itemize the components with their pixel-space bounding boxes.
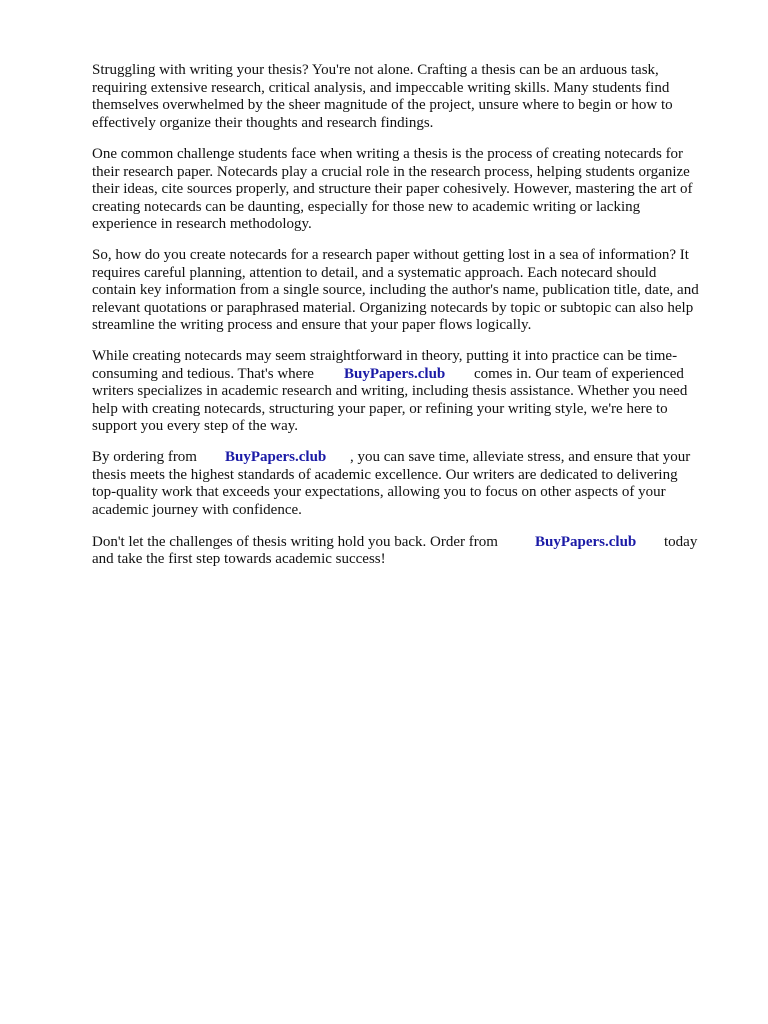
text-line: By ordering from — [92, 449, 197, 465]
text-line: experience in research methodology. — [92, 216, 312, 232]
text-line: their research paper. Notecards play a crucial role in the research process, helping students organize — [92, 164, 690, 180]
text-line: top-quality work that exceeds your expectations, allowing you to focus on other aspects of your — [92, 484, 666, 500]
text-line: effectively organize their thoughts and research findings. — [92, 115, 434, 131]
text-line: writers specializes in academic research and writing, including thesis assistance. Whether you need — [92, 383, 688, 399]
text-line: , you can save time, alleviate stress, and ensure that your — [350, 449, 691, 465]
text-line: relevant quotations or paraphrased material. Organizing notecards by topic or subtopic can also help — [92, 300, 694, 316]
text-line: academic journey with confidence. — [92, 502, 302, 518]
text-line: today — [664, 534, 698, 550]
text-line: their ideas, cite sources properly, and structure their paper cohesively. However, mastering the art of — [92, 181, 693, 197]
buypapers-link[interactable]: BuyPapers.club — [344, 366, 446, 382]
text-line: and take the first step towards academic success! — [92, 551, 386, 567]
text-line: comes in. Our team of experienced — [474, 366, 684, 382]
text-line: themselves overwhelmed by the sheer magnitude of the project, unsure where to begin or how to — [92, 97, 673, 113]
text-line: Struggling with writing your thesis? You're not alone. Crafting a thesis can be an arduous task, — [92, 62, 659, 78]
text-line: While creating notecards may seem straightforward in theory, putting it into practice can be time- — [92, 348, 678, 364]
buypapers-link[interactable]: BuyPapers.club — [535, 534, 637, 550]
text-line: contain key information from a single source, including the author's name, publication title, date, and — [92, 282, 699, 298]
text-line: thesis meets the highest standards of academic excellence. Our writers are dedicated to delivering — [92, 467, 678, 483]
text-line: One common challenge students face when writing a thesis is the process of creating notecards for — [92, 146, 684, 162]
text-line: support you every step of the way. — [92, 418, 299, 434]
buypapers-link[interactable]: BuyPapers.club — [225, 449, 327, 465]
text-line: consuming and tedious. That's where — [92, 366, 314, 382]
text-line: requires careful planning, attention to detail, and a systematic approach. Each notecard should — [92, 265, 657, 281]
text-line: help with creating notecards, structuring your paper, or refining your writing style, we're here to — [92, 401, 668, 417]
text-line: creating notecards can be daunting, especially for those new to academic writing or lacking — [92, 199, 641, 215]
text-line: streamline the writing process and ensure that your paper flows logically. — [92, 317, 532, 333]
text-line: requiring extensive research, critical analysis, and impeccable writing skills. Many students find — [92, 80, 670, 96]
text-line: So, how do you create notecards for a research paper without getting lost in a sea of information? It — [92, 247, 689, 263]
text-line: Don't let the challenges of thesis writing hold you back. Order from — [92, 534, 498, 550]
